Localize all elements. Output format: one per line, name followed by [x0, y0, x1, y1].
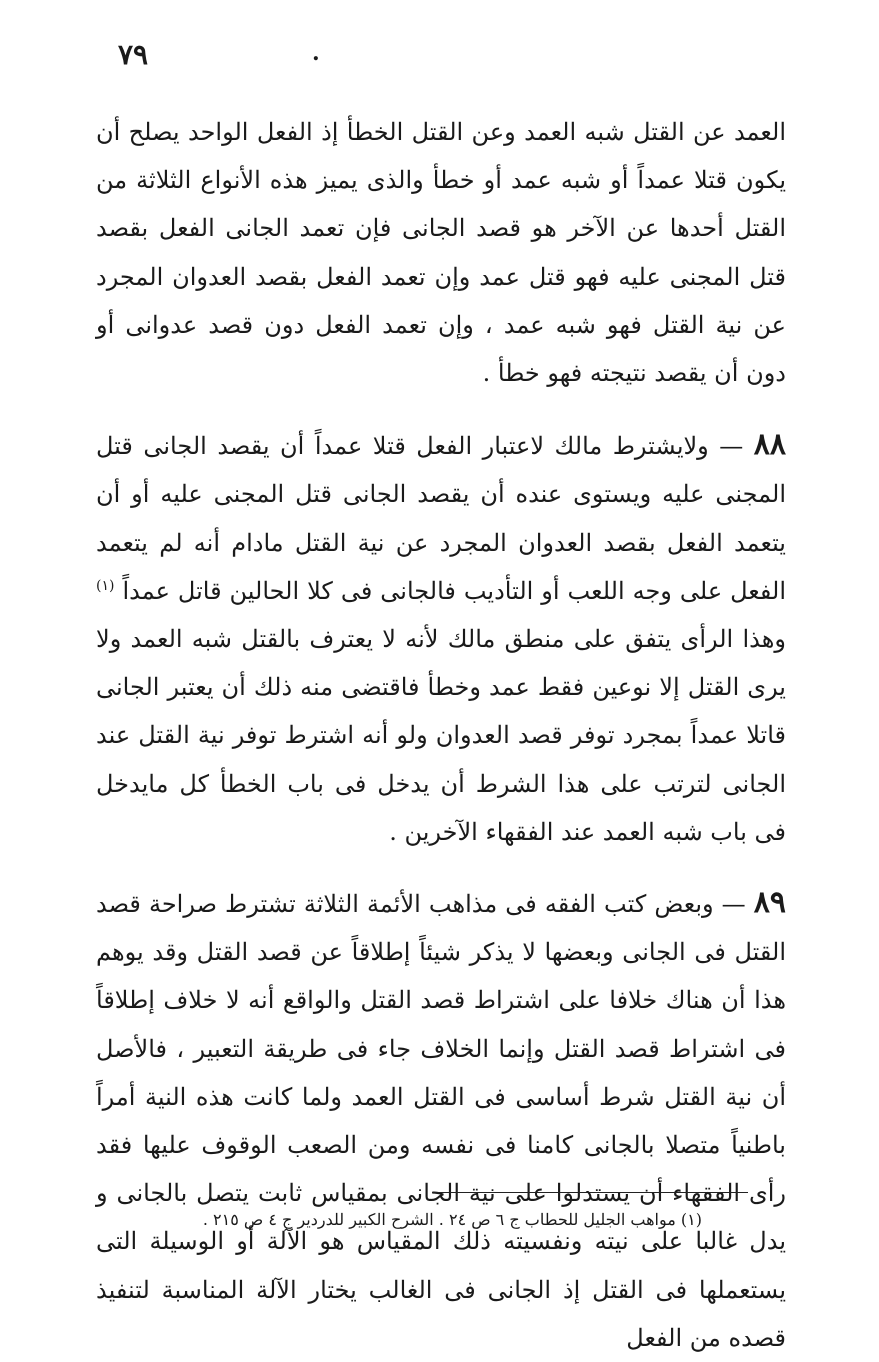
paragraph-89 — [96, 879, 786, 1362]
paragraph-88-text-before-note: — ولايشترط مالك لاعتبار الفعل قتلا عمداً أن يقصد الجانى قتل المجنى عليه ويستوى عنده أن يقصد الجانى قتل المجنى عليه أو أن يتعمد الفعل بقصد العدوان المجرد عن نية القتل مادام أنه لم يتعمد الفعل على وجه اللعب أو التأديب فالجانى فى كلا الحالين قاتل عمداً — [96, 432, 786, 605]
paragraph-1-text: العمد عن القتل شبه العمد وعن القتل الخطأ إذ الفعل الواحد يصلح أن يكون قتلا عمداً أو شبه عمد أو خطأ والذى يميز هذه الأنواع الثلاثة من القتل أحدها عن الآخر هو قصد الجانى فإن تعمد الجانى الفعل بقصد قتل المجنى عليه فهو قتل عمد وإن تعمد الفعل بقصد العدوان المجرد عن نية القتل فهو شبه عمد ، وإن تعمد الفعل دون قصد عدوانى أو دون أن يقصد نتيجته فهو خطأ . — [96, 118, 786, 388]
paragraph-number-88: ٨٨ — [753, 427, 786, 463]
page-number: ٧٩ — [118, 38, 149, 71]
paragraph-number-89: ٨٩ — [753, 885, 786, 921]
paragraph-1 — [96, 108, 786, 397]
footnote-reference[interactable]: (١) — [96, 577, 115, 594]
page-dot-mark: . — [312, 40, 320, 66]
footnote: (١) مواهب الجليل للحطاب ج ٦ ص ٢٤ . الشرح الكبير للدردير ج ٤ ص ٢١٥ . — [202, 1210, 702, 1229]
paragraph-88 — [96, 421, 786, 856]
paragraph-89-text: — وبعض كتب الفقه فى مذاهب الأئمة الثلاثة تشترط صراحة قصد القتل فى الجانى وبعضها لا يذكر شيئاً إطلاقاً عن قصد القتل وقد يوهم هذا أن هناك خلافا على اشتراط قصد القتل والواقع أنه لا خلاف إطلاقاً فى اشتراط قصد القتل وإنما الخلاف جاء فى طريقة التعبير ، فالأصل أن نية القتل شرط أساسى فى القتل العمد ولما كانت هذه النية أمراً باطنياً متصلا بالجانى كامنا فى نفسه ومن الصعب الوقوف عليها فقد رأى الفقهاء أن يستدلوا على نية الجانى بمقياس ثابت يتصل بالجانى و يدل غالبا على نيته ونفسيته ذلك المقياس هو الآلة أو الوسيلة التى يستعملها فى القتل إذ الجانى فى الغالب يختار الآلة المناسبة لتنفيذ قصده من الفعل — [96, 890, 786, 1352]
footnote-divider — [432, 1192, 748, 1193]
paragraph-88-text-after-note: وهذا الرأى يتفق على منطق مالك لأنه لا يعترف بالقتل شبه العمد ولا يرى القتل إلا نوعين فقط عمد وخطأ فاقتضى منه ذلك أن يعتبر الجانى قاتلا عمداً بمجرد توفر قصد العدوان ولو أنه اشترط توفر نية القتل عند الجانى لترتب على هذا الشرط أن يدخل فى باب الخطأ كل مايدخل فى باب شبه العمد عند الفقهاء الآخرين . — [96, 625, 787, 846]
body-text — [96, 108, 786, 1362]
